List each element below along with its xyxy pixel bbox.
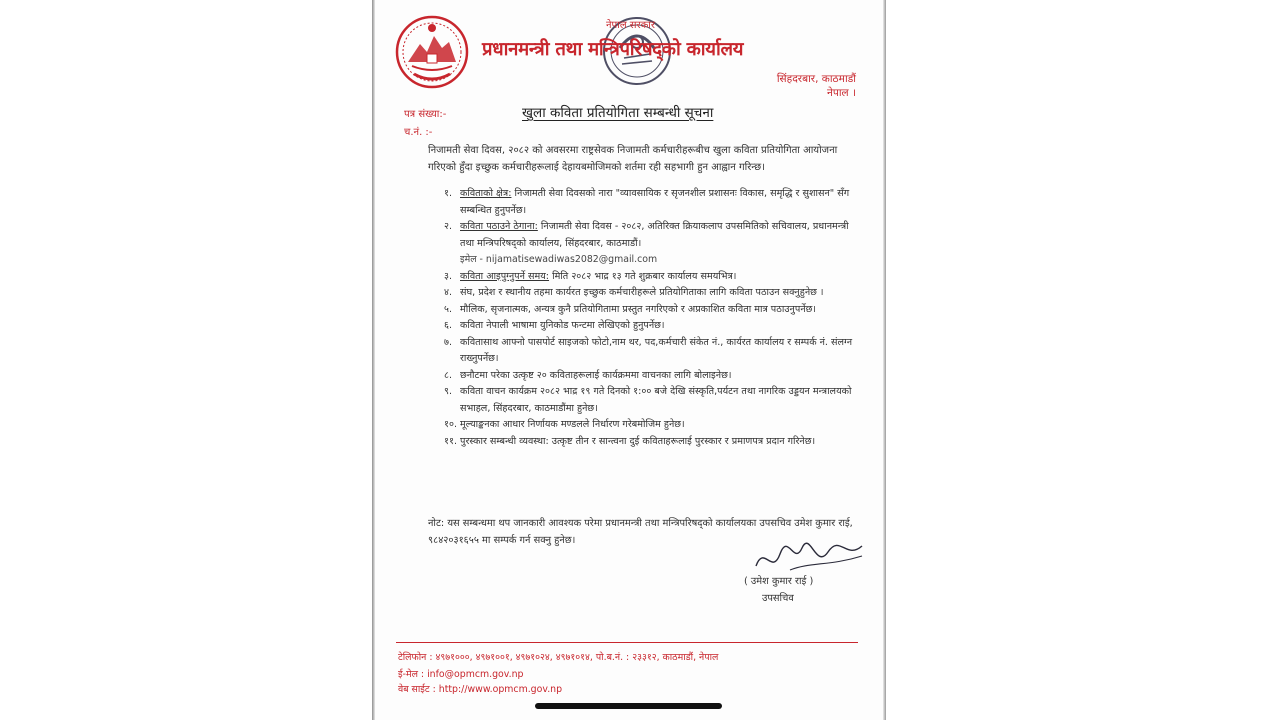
list-item — [444, 384, 864, 417]
footer-phone: टेलिफोन : ४९७१०००, ४९७१००१, ४९७१०२४, ४९७१०१४, पो.ब.नं. : २३३१२, काठमाडौं, नेपाल — [398, 652, 719, 663]
email-label: इमेल - — [460, 254, 483, 265]
footer-website[interactable]: वेब साईट : http://www.opmcm.gov.np — [398, 684, 563, 695]
item-label: कविता पठाउने ठेगाना: — [460, 221, 538, 232]
list-item — [444, 219, 864, 269]
email-line — [460, 252, 864, 269]
list-item — [444, 285, 864, 302]
list-item — [444, 318, 864, 335]
list-item — [444, 186, 864, 219]
office-address — [777, 72, 856, 100]
signer-designation: उपसचिव — [762, 593, 794, 604]
item-number: ३. — [444, 270, 453, 282]
letter-document — [372, 0, 886, 720]
item-number: ७. — [444, 336, 453, 348]
letter-number-label: पत्र संख्या:- — [404, 109, 447, 120]
contact-email[interactable]: nijamatisewadiwas2082@gmail.com — [485, 254, 658, 265]
home-indicator-bar[interactable] — [535, 703, 722, 709]
nepal-emblem-icon — [394, 14, 470, 90]
item-text: मौलिक, सृजनात्मक, अन्यत्र कुनै प्रतियोगितामा प्रस्तुत नगरिएको र अप्रकाशित कविता मात्र पठाउनुपर्नेछ। — [460, 303, 817, 315]
item-text: मूल्याङ्कनका आधार निर्णायक मण्डलले निर्धारण गरेबमोजिम हुनेछ। — [460, 419, 685, 430]
list-item — [444, 417, 864, 434]
signer-name: ( उमेश कुमार राई ) — [744, 576, 814, 587]
footer-divider — [396, 642, 858, 643]
item-number: ६. — [444, 320, 453, 331]
item-number: ८. — [444, 369, 453, 381]
item-text: पुरस्कार सम्बन्धी व्यवस्था: उत्कृष्ट तीन र सान्त्वना दुई कविताहरूलाई पुरस्कार र प्रमाणपत्र प्रदान गरिनेछ। — [460, 435, 816, 447]
item-number: १. — [444, 188, 453, 199]
address-line: सिंहदरबार, काठमाडौं — [776, 73, 856, 85]
item-text: संघ, प्रदेश र स्थानीय तहमा कार्यरत इच्छुक कर्मचारीहरूले प्रतियोगिताका लागि कविता पठाउन सक्नुहुनेछ । — [460, 287, 824, 298]
contact-note: नोट: यस सम्बन्धमा थप जानकारी आवश्यक परेमा प्रधानमन्त्री तथा मन्त्रिपरिषद्को कार्यालयका उपसचिव उमेश कुमार राई, ९८४२०३१६५५ मा सम्पर्क गर्न सक्नु हुनेछ। — [428, 518, 853, 546]
seal-top-text: नेपाल सरकार — [606, 20, 655, 31]
list-item — [444, 434, 864, 451]
item-label: कविता आइपुग्नुपर्ने समय: — [460, 270, 550, 282]
item-number: १०. — [444, 419, 458, 430]
notice-subject: खुला कविता प्रतियोगिता सम्बन्धी सूचना — [522, 105, 714, 121]
item-text: कविता वाचन कार्यक्रम २०८२ भाद्र १९ गते दिनको १:०० बजे देखि संस्कृति,पर्यटन तथा नागरिक उड्डयन मन्त्रालयको सभाहल, सिंहदरबार, काठमाडौंमा हुनेछ। — [460, 386, 852, 414]
item-number: २. — [444, 221, 453, 232]
item-number: ११. — [444, 435, 458, 447]
office-title: प्रधानमन्त्री तथा मन्त्रिपरिषद्को कार्यालय — [482, 39, 744, 60]
list-item — [444, 269, 864, 286]
item-text: कविता नेपाली भाषामा युनिकोड फन्टमा लेखिएको हुनुपर्नेछ। — [460, 320, 665, 331]
list-item — [444, 335, 864, 368]
item-text: निजामती सेवा दिवसको नारा "व्यावसायिक र सृजनशील प्रशासनः विकास, समृद्धि र सुशासन" सँग सम्बन्धित हुनुपर्नेछ। — [460, 188, 850, 216]
item-text: निजामती सेवा दिवस - २०८२, अतिरिक्त क्रियाकलाप उपसमितिको सचिवालय, प्रधानमन्त्री तथा मन्त्रिपरिषद्को कार्यालय, सिंहदरबार, काठमाडौं। — [460, 221, 849, 249]
item-text: मिति २०८२ भाद्र १३ गते शुक्रबार कार्यालय समयभित्र। — [552, 270, 737, 282]
notice-intro: निजामती सेवा दिवस, २०८२ को अवसरमा राष्ट्रसेवक निजामती कर्मचारीहरूबीच खुला कविता प्रतियोगिता आयोजना गरिएको हुँदा इच्छुक कर्मचारीहरूलाई देहायबमोजिमको शर्तमा रही सहभागी हुन आह्वान गरिन्छ। — [428, 145, 838, 173]
list-item — [444, 368, 864, 385]
item-number: ५. — [444, 303, 453, 315]
item-number: ४. — [444, 287, 453, 298]
footer-email[interactable]: ई-मेल : info@opmcm.gov.np — [398, 669, 524, 680]
item-text: कवितासाथ आफ्नो पासपोर्ट साइजको फोटो,नाम थर, पद,कर्मचारी संकेत नं., कार्यरत कार्यालय र सम्पर्क नं. संलग्न राख्नुपर्नेछ। — [460, 336, 853, 364]
item-label: कविताको क्षेत्र: — [460, 188, 512, 199]
item-text: छनौटमा परेका उत्कृष्ट २० कविताहरूलाई कार्यक्रममा वाचनका लागि बोलाइनेछ। — [460, 369, 732, 381]
address-line: नेपाल । — [827, 87, 856, 99]
conditions-list — [444, 186, 864, 450]
dispatch-number-label: च.नं. :- — [404, 127, 433, 138]
list-item — [444, 302, 864, 319]
item-number: ९. — [444, 386, 453, 397]
